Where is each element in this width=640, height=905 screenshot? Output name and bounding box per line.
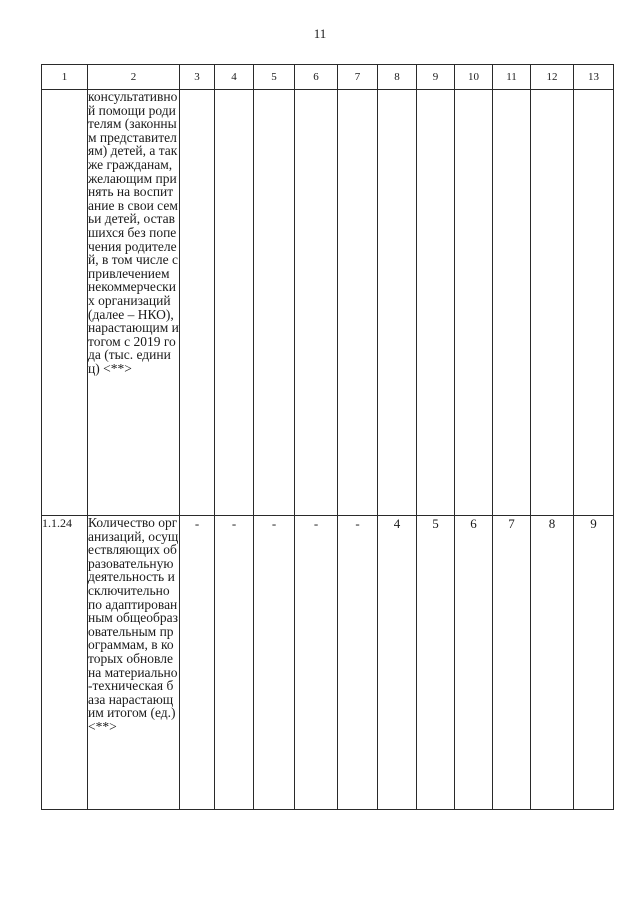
row-value [295,90,338,516]
column-header: 5 [254,65,295,90]
column-header: 1 [42,65,88,90]
row-value [455,90,493,516]
column-header: 8 [378,65,417,90]
row-value: 7 [493,516,531,810]
column-header: 6 [295,65,338,90]
row-description: Количество организаций, осуществляющих образовательную деятельность исключительно по адаптированным общеобразовательным программам, в которых обновлена материально-техническая база нарастающим итогом (ед.) <**> [88,516,180,810]
row-value [338,90,378,516]
indicators-table [41,64,614,810]
row-value: 9 [574,516,614,810]
row-value [493,90,531,516]
table-row [42,90,614,516]
row-value: - [254,516,295,810]
row-value [215,90,254,516]
column-header: 4 [215,65,254,90]
row-value [254,90,295,516]
row-value: - [295,516,338,810]
row-value: - [180,516,215,810]
row-value: - [338,516,378,810]
row-description: консультативной помощи родителям (законным представителям) детей, а также гражданам, желающим принять на воспитание в свои семьи детей, оставшихся без попечения родителей, в том числе с привлечением некоммерческих организаций (далее – НКО), нарастающим итогом с 2019 года (тыс. единиц) <**> [88,90,180,516]
row-value [378,90,417,516]
page-number: 11 [313,26,327,41]
row-value: 6 [455,516,493,810]
row-code [42,90,88,516]
row-value [417,90,455,516]
column-header: 2 [88,65,180,90]
row-code: 1.1.24 [42,516,88,810]
table-header-row [42,65,614,90]
column-header: 7 [338,65,378,90]
column-header: 9 [417,65,455,90]
row-value [180,90,215,516]
row-value: - [215,516,254,810]
row-value: 4 [378,516,417,810]
row-value [574,90,614,516]
row-value: 5 [417,516,455,810]
row-value: 8 [531,516,574,810]
row-value [531,90,574,516]
column-header: 3 [180,65,215,90]
column-header: 13 [574,65,614,90]
column-header: 11 [493,65,531,90]
column-header: 12 [531,65,574,90]
table-row [42,516,614,810]
column-header: 10 [455,65,493,90]
